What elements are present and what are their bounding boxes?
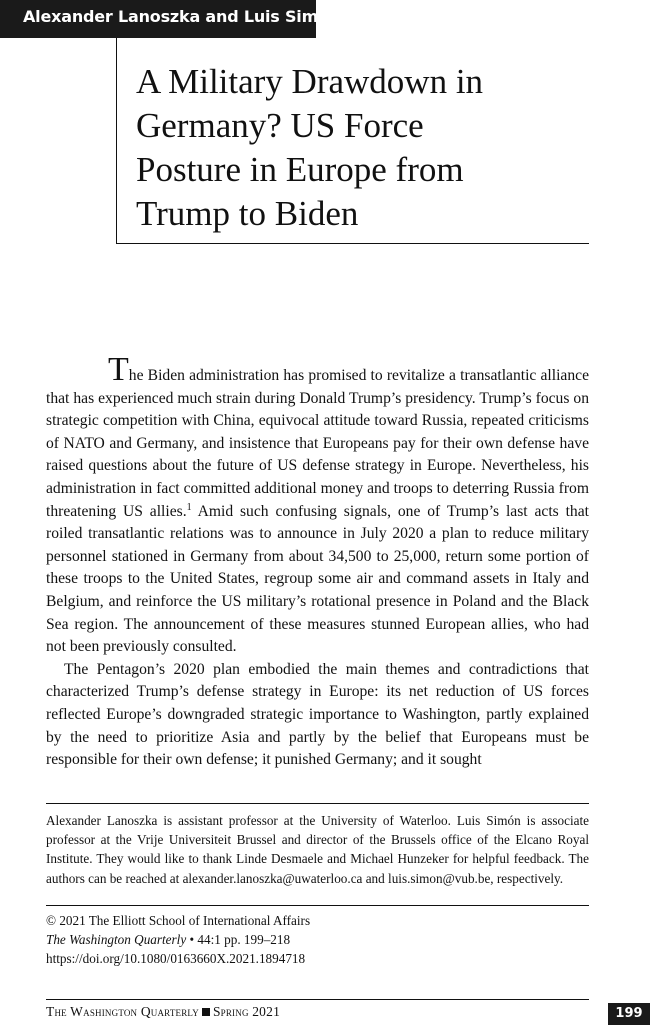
paragraph-1-text: he Biden administration has promised to revitalize a transatlantic alliance that has experienced much strain during Donald Trump’s presidency. Trump’s focus on strategic competition with China, equivocal attitude toward Russia, repeated criticisms of NATO and Germany, and insistence that Europeans pay for their own defense have raised questions about the future of US defense strategy in Europe. Nevertheless, his administration in fact committed additional money and troops to deterring Russia from threatening US allies.	[46, 367, 589, 520]
author-affiliation-note: Alexander Lanoszka is assistant professor at the University of Waterloo. Luis Simón is associate professor at the Vrije Universiteit Brussel and director of the Brussels office of the Elcano Royal Institute. They would like to thank Linde Desmaele and Michael Hunzeker for helpful feedback. The authors can be reached at alexander.lanoszka@uwaterloo.ca and luis.simon@vub.be, respectively.	[46, 813, 589, 886]
author-banner	[0, 0, 341, 38]
article-body	[46, 351, 589, 772]
footnote-divider	[46, 803, 589, 804]
footer-journal: The Washington Quarterly	[46, 1004, 199, 1019]
copyright-line: © 2021 The Elliott School of International Affairs	[46, 913, 311, 928]
footnote-1-link[interactable]: 1	[186, 501, 192, 513]
running-footer	[46, 1004, 280, 1020]
author-names: Alexander Lanoszka and Luis Simón	[23, 7, 341, 26]
paragraph-1-text-continued: Amid such confusing signals, one of Trump’s last acts that roiled transatlantic relations was to announce in July 2020 a plan to reduce military personnel stationed in Germany from about 34,500 to 25,000, return some portion of these troops to the United States, regroup some air and command assets in Italy and Belgium, and reinforce the US military’s rotational presence in Poland and the Black Sea region. The announcement of these measures stunned European allies, who had not been previously consulted.	[46, 502, 589, 656]
issue-pages: • 44:1 pp. 199–218	[186, 932, 291, 948]
footer-divider	[46, 999, 589, 1000]
footer-season: Spring 2021	[212, 1004, 281, 1019]
title-line-1: A Military Drawdown in	[136, 62, 484, 101]
journal-name: The Washington Quarterly	[46, 932, 187, 948]
title-line-2: Germany? US Force	[136, 106, 424, 145]
publication-info	[46, 911, 589, 969]
title-line-4: Trump to Biden	[136, 194, 359, 233]
title-line-3: Posture in Europe from	[136, 150, 464, 189]
page-number: 199	[608, 1003, 650, 1025]
citation-line	[46, 930, 589, 949]
publication-divider	[46, 905, 589, 906]
paragraph-1	[46, 351, 589, 659]
paragraph-2: The Pentagon’s 2020 plan embodied the main themes and contradictions that characterized Trump’s defense strategy in Europe: its net reduction of US forces reflected Europe’s downgraded strategic importance to Washington, partly explained by the need to prioritize Asia and partly by the belief that Europeans must be responsible for their own defense; it punished Germany; and it sought	[46, 660, 589, 769]
square-separator-icon	[202, 1008, 210, 1016]
drop-cap: T	[108, 351, 129, 388]
doi-link[interactable]: https://doi.org/10.1080/0163660X.2021.1894718	[46, 951, 306, 967]
article-title	[136, 60, 586, 236]
